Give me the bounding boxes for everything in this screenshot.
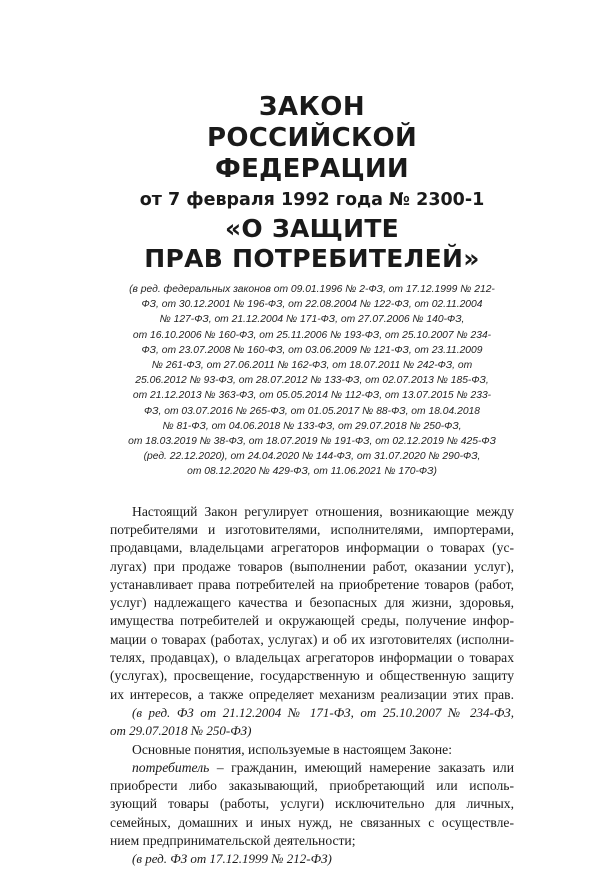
text-line: телях, продавцах), о владельцах агрегаторов информации о товарах	[110, 650, 514, 666]
amendment-note-1	[110, 704, 514, 741]
amendment-line: № 81-ФЗ, от 04.06.2018 № 133-ФЗ, от 29.07.2018 № 250-ФЗ,	[162, 420, 462, 432]
amendment-line: 25.06.2012 № 93-ФЗ, от 28.07.2012 № 133-ФЗ, от 02.07.2013 № 185-ФЗ,	[135, 375, 489, 387]
text-line	[110, 759, 514, 777]
text-line: устанавливает права потребителей на приобретение товаров (работ,	[110, 576, 514, 592]
amendment-line: № 261-ФЗ, от 27.06.2011 № 162-ФЗ, от 18.07.2011 № 242-ФЗ, от	[151, 360, 473, 372]
text-line: мации о товарах (работах, услугах) и об их изготовителях (исполни-	[110, 631, 514, 647]
text-line: (услугах), просвещение, государственную и общественную защиту	[110, 668, 514, 684]
defined-term: потребитель	[132, 759, 210, 775]
amendment-line: ФЗ, от 03.07.2016 № 265-ФЗ, от 01.05.2017 № 88-ФЗ, от 18.04.2018	[143, 405, 481, 417]
definition-text: – гражданин, имеющий намерение заказать или	[209, 759, 514, 775]
paragraph-scope	[110, 503, 514, 704]
text-line: зующий товары (работы, услуги) исключительно для личных,	[110, 796, 514, 812]
amendment-line: ФЗ, от 30.12.2001 № 196-ФЗ, от 22.08.2004 № 122-ФЗ, от 02.11.2004	[141, 299, 483, 311]
amendment-line: от 18.03.2019 № 38-ФЗ, от 18.07.2019 № 191-ФЗ, от 02.12.2019 № 425-ФЗ	[128, 436, 496, 448]
text-line: Настоящий Закон регулирует отношения, возникающие между	[132, 503, 514, 519]
title-line-federation: РОССИЙСКОЙ ФЕДЕРАЦИИ	[206, 123, 418, 184]
title-line-name-1: «О ЗАЩИТЕ	[224, 214, 400, 243]
title-line-law: ЗАКОН	[258, 92, 366, 122]
amendment-line: (ред. 22.12.2020), от 24.04.2020 № 144-ФЗ, от 31.07.2020 № 290-ФЗ,	[143, 451, 481, 463]
amendment-line: № 127-ФЗ, от 21.12.2004 № 171-ФЗ, от 27.07.2006 № 140-ФЗ,	[159, 314, 465, 326]
text-line: имущества потребителей и окружающей среды, получение инфор-	[110, 613, 514, 629]
law-title	[110, 92, 514, 274]
amendment-line: (в ред. федеральных законов от 09.01.1996 № 2-ФЗ, от 17.12.1999 № 212-	[129, 284, 495, 295]
amendments-list	[112, 282, 512, 480]
amendment-line: от 08.12.2020 № 429-ФЗ, от 11.06.2021 № 170-ФЗ)	[187, 466, 437, 478]
note-line: (в ред. ФЗ от 21.12.2004 № 171-ФЗ, от 25.10.2007 № 234-ФЗ,	[132, 704, 514, 720]
text-line: их интересов, а также определяет механизм реализации этих прав.	[110, 686, 514, 702]
text-line: продавцами, владельцами агрегаторов информации о товарах (ус-	[110, 540, 514, 556]
law-body	[110, 503, 514, 869]
amendment-line: от 21.12.2013 № 363-ФЗ, от 05.05.2014 № 112-ФЗ, от 13.07.2015 № 233-	[132, 390, 492, 402]
amendment-line: ФЗ, от 23.07.2008 № 160-ФЗ, от 03.06.2009 № 121-ФЗ, от 23.11.2009	[141, 344, 483, 356]
title-line-name-2: ПРАВ ПОТРЕБИТЕЛЕЙ»	[144, 244, 480, 273]
text-line: нием предпринимательской деятельности;	[110, 832, 356, 848]
text-line: лугах) при продаже товаров (выполнении работ, оказании услуг),	[110, 558, 514, 574]
text-line: приобрести либо заказывающий, приобретающий или исполь-	[110, 778, 514, 794]
paragraph-consumer-definition	[110, 759, 514, 850]
paragraph-definitions-intro: Основные понятия, используемые в настоящем Законе:	[132, 741, 452, 757]
title-line-date: от 7 февраля 1992 года № 2300-1	[139, 190, 485, 210]
text-line: потребителями и изготовителями, исполнителями, импортерами,	[110, 521, 514, 537]
text-line: семейных, домашних и иных нужд, не связанных с осуществле-	[110, 814, 514, 830]
amendment-line: от 16.10.2006 № 160-ФЗ, от 25.11.2006 № 193-ФЗ, от 25.10.2007 № 234-	[132, 329, 492, 341]
amendment-note-2: (в ред. ФЗ от 17.12.1999 № 212-ФЗ)	[132, 851, 332, 867]
note-line: от 29.07.2018 № 250-ФЗ)	[110, 723, 252, 739]
text-line: услуг) надлежащего качества и безопасных для жизни, здоровья,	[110, 595, 514, 611]
